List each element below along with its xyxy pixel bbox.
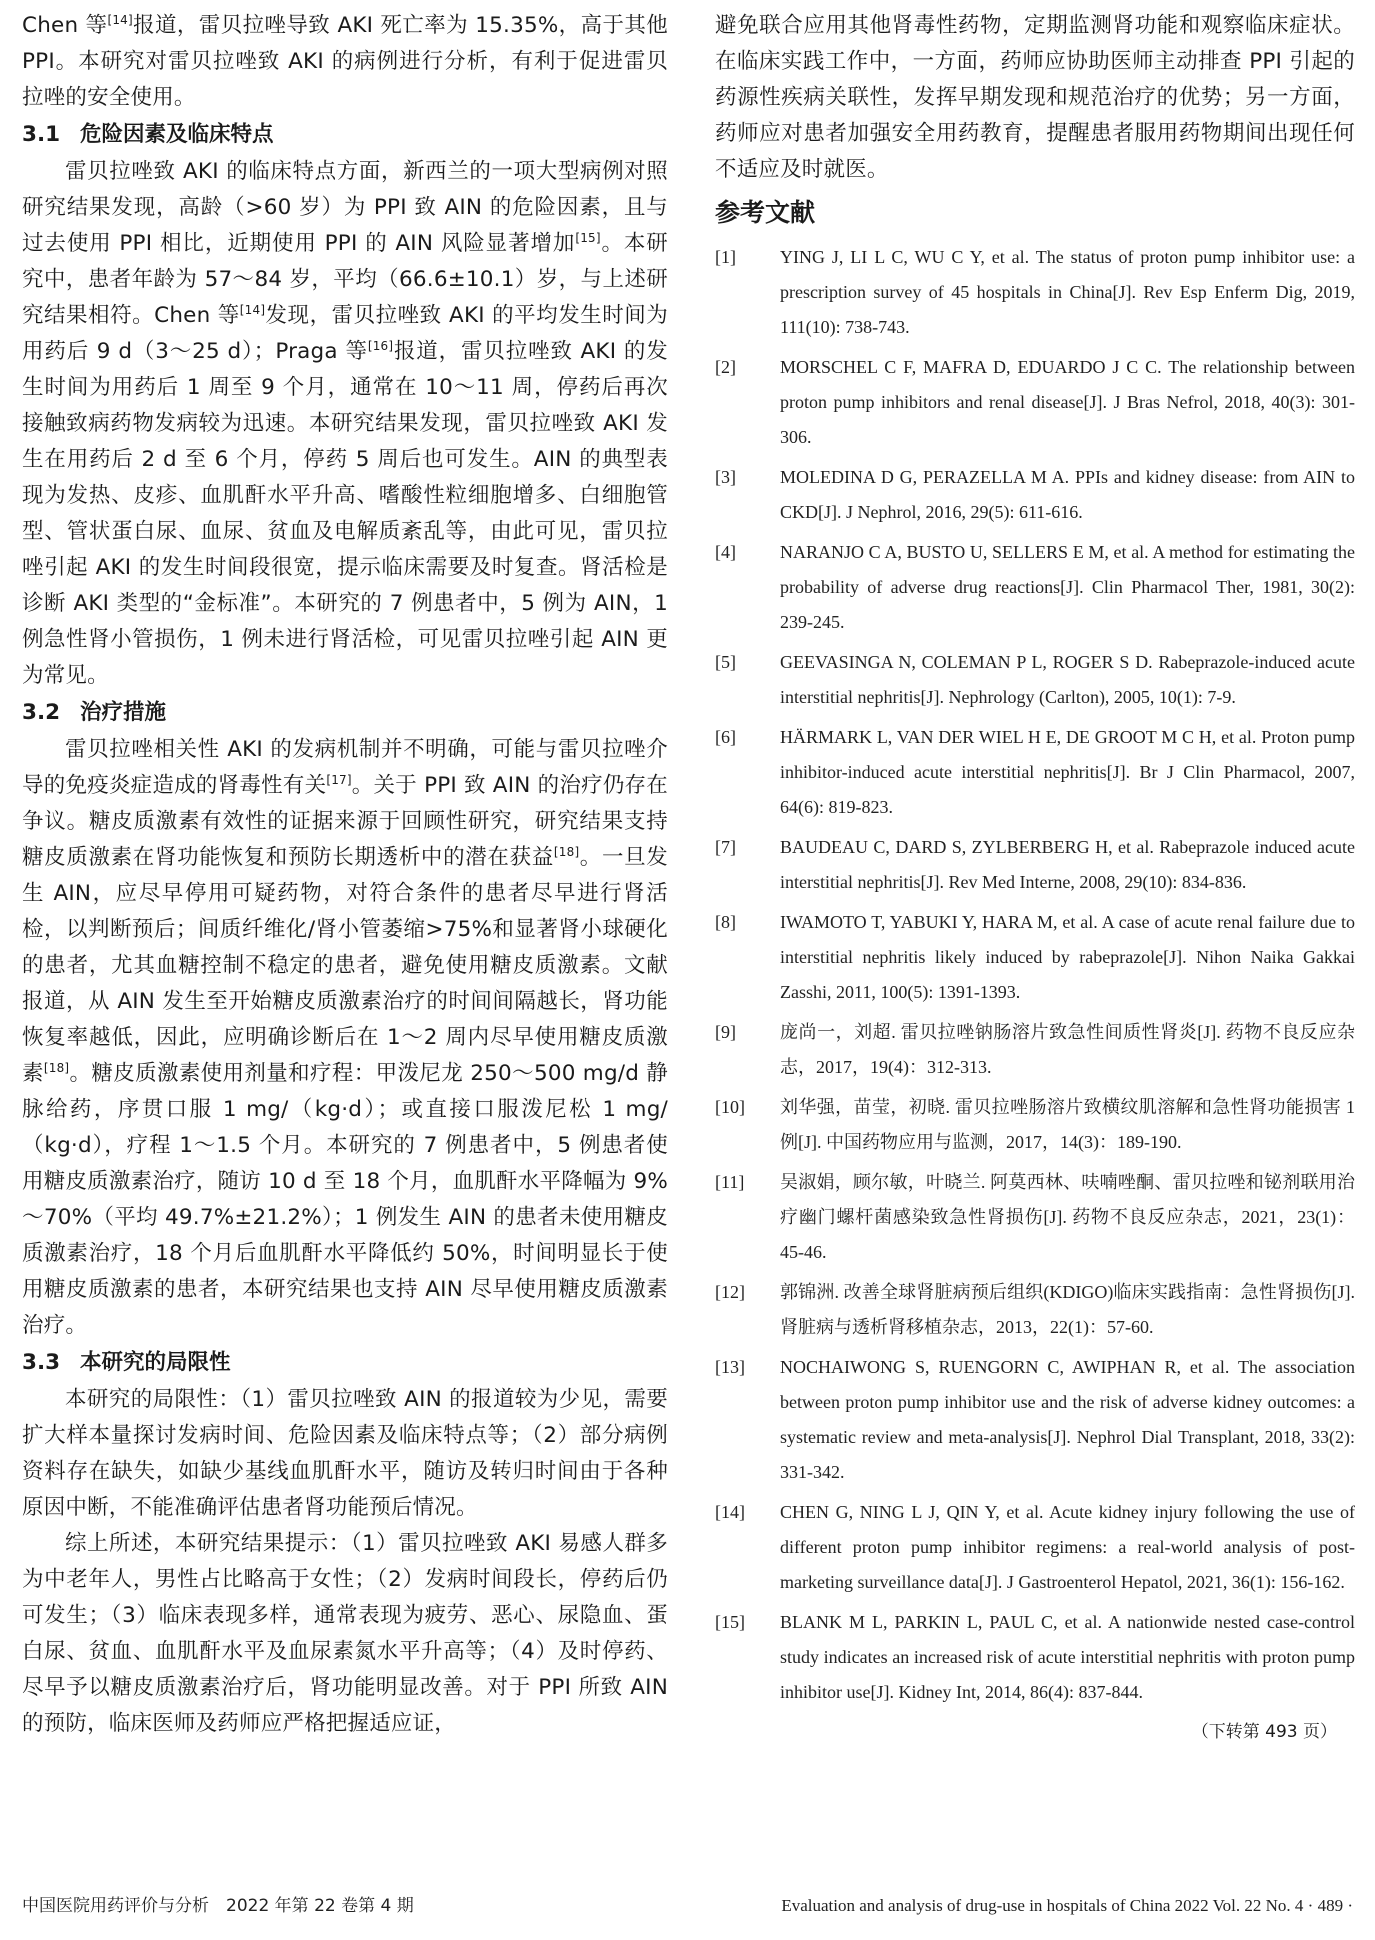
citation-marker: [14] [107,12,133,27]
reference-item [715,1605,1355,1710]
citation-marker: [14] [239,302,266,317]
reference-text: CHEN G, NING L J, QIN Y, et al. Acute kidney injury following the use of different proton pump inhibitor regimens: a real-world analysis of post-marketing surveillance data[J]. J Gastroenterol Hepatol, 2021, 36(1): 156-162. [780,1502,1355,1592]
reference-text: IWAMOTO T, YABUKI Y, HARA M, et al. A case of acute renal failure due to interstitial nephritis likely induced by rabeprazole[J]. Nihon Naika Gakkai Zasshi, 2011, 100(5): 1391-1393. [780,912,1355,1002]
reference-item [715,1015,1355,1085]
section-number: 3.2 [22,700,61,725]
reference-item [715,1495,1355,1600]
reference-text: MOLEDINA D G, PERAZELLA M A. PPIs and kidney disease: from AIN to CKD[J]. J Nephrol, 2016, 29(5): 611-616. [780,467,1355,522]
references-heading: 参考文献 [715,198,816,227]
section-title: 治疗措施 [80,700,167,725]
reference-text: BLANK M L, PARKIN L, PAUL C, et al. A nationwide nested case-control study indicates an increased risk of acute interstitial nephritis with proton pump inhibitor use[J]. Kidney Int, 2014, 86(4): 837-844. [780,1612,1355,1702]
reference-number: [5] [715,652,736,672]
reference-number: [2] [715,357,736,377]
journal-info-cn: 中国医院用药评价与分析 2022 年第 22 卷第 4 期 [22,1896,414,1916]
reference-text: 郭锦洲. 改善全球肾脏病预后组织(KDIGO)临床实践指南：急性肾损伤[J]. 肾脏病与透析肾移植杂志，2013，22(1)：57-60. [780,1282,1355,1337]
reference-text: GEEVASINGA N, COLEMAN P L, ROGER S D. Rabeprazole-induced acute interstitial nephritis[J]. Nephrology (Carlton), 2005, 10(1): 7-9. [780,652,1355,707]
section-number: 3.3 [22,1350,61,1375]
reference-text: YING J, LI L C, WU C Y, et al. The status of proton pump inhibitor use: a prescription survey of 45 hospitals in China[J]. Rev Esp Enferm Dig, 2019, 111(10): 738-743. [780,247,1355,337]
section-3-3-paragraph-2: 综上所述，本研究结果提示：（1）雷贝拉唑致 AKI 易感人群多为中老年人，男性占比略高于女性；（2）发病时间段长，停药后仍可发生；（3）临床表现多样，通常表现为疲劳、恶心、尿隐血、蛋白尿、贫血、血肌酐水平及血尿素氮水平升高等；（4）及时停药、尽早予以糖皮质激素治疗后，肾功能明显改善。对于 PPI 所致 AIN 的预防，临床医师及药师应严格把握适应证， [22,1531,668,1736]
reference-item [715,1090,1355,1160]
reference-number: [10] [715,1097,745,1117]
section-3-3-heading [22,1344,668,1382]
reference-item [715,460,1355,530]
citation-marker: [17] [326,772,352,787]
section-3-1-heading [22,116,668,154]
reference-number: [9] [715,1022,736,1042]
reference-text: 吴淑娟，顾尔敏，叶晓兰. 阿莫西林、呋喃唑酮、雷贝拉唑和铋剂联用治疗幽门螺杆菌感染致急性肾损伤[J]. 药物不良反应杂志，2021，23(1)：45-46. [780,1172,1355,1262]
reference-text: 刘华强，苗莹，初晓. 雷贝拉唑肠溶片致横纹肌溶解和急性肾功能损害 1 例[J]. 中国药物应用与监测，2017，14(3)：189-190. [780,1097,1355,1152]
right-column [715,8,1355,1749]
reference-item [715,720,1355,825]
reference-number: [4] [715,542,736,562]
reference-text: 庞尚一，刘超. 雷贝拉唑钠肠溶片致急性间质性肾炎[J]. 药物不良反应杂志，2017，19(4)：312-313. [780,1022,1355,1077]
citation-marker: [18] [43,1060,70,1075]
intro-paragraph: Chen 等[14]报道，雷贝拉唑导致 AKI 死亡率为 15.35%，高于其他 PPI。本研究对雷贝拉唑致 AKI 的病例进行分析，有利于促进雷贝拉唑的安全使用。 [22,12,668,110]
reference-item [715,240,1355,345]
citation-marker: [16] [367,338,394,353]
reference-text: NOCHAIWONG S, RUENGORN C, AWIPHAN R, et al. The association between proton pump inhibitor use and the risk of adverse kidney outcomes: a systematic review and meta-analysis[J]. Nephrol Dial Transplant, 2018, 33(2): 331-342. [780,1357,1355,1482]
citation-marker: [18] [553,844,580,859]
reference-item [715,1165,1355,1270]
reference-number: [3] [715,467,736,487]
reference-number: [15] [715,1612,745,1632]
section-3-3-paragraph-1: 本研究的局限性：（1）雷贝拉唑致 AIN 的报道较为少见，需要扩大样本量探讨发病时间、危险因素及临床特点等；（2）部分病例资料存在缺失，如缺少基线血肌酐水平，随访及转归时间由于各种原因中断，不能准确评估患者肾功能预后情况。 [22,1387,668,1520]
reference-item [715,645,1355,715]
reference-number: [12] [715,1282,745,1302]
continued-note: （下转第 493 页） [1191,1722,1337,1742]
reference-number: [7] [715,837,736,857]
reference-item [715,1350,1355,1490]
reference-text: HÄRMARK L, VAN DER WIEL H E, DE GROOT M C H, et al. Proton pump inhibitor-induced acute interstitial nephritis[J]. Br J Clin Pharmacol, 2007, 64(6): 819-823. [780,727,1355,817]
reference-item [715,1275,1355,1345]
citation-marker: [15] [575,230,601,245]
reference-number: [14] [715,1502,745,1522]
reference-text: MORSCHEL C F, MAFRA D, EDUARDO J C C. The relationship between proton pump inhibitors and renal disease[J]. J Bras Nefrol, 2018, 40(3): 301-306. [780,357,1355,447]
reference-item [715,350,1355,455]
section-title: 危险因素及临床特点 [80,122,274,147]
continued-paragraph: 避免联合应用其他肾毒性药物，定期监测肾功能和观察临床症状。在临床实践工作中，一方面，药师应协助医师主动排查 PPI 引起的药源性疾病关联性，发挥早期发现和规范治疗的优势；另一方面，药师应对患者加强安全用药教育，提醒患者服用药物期间出现任何不适应及时就医。 [715,13,1355,182]
section-number: 3.1 [22,122,61,147]
reference-number: [13] [715,1357,745,1377]
reference-number: [6] [715,727,736,747]
reference-number: [8] [715,912,736,932]
section-3-2-heading [22,694,668,732]
reference-item [715,535,1355,640]
section-3-2-paragraph: 雷贝拉唑相关性 AKI 的发病机制并不明确，可能与雷贝拉唑介导的免疫炎症造成的肾毒性有关[17]。关于 PPI 致 AIN 的治疗仍存在争议。糖皮质激素有效性的证据来源于回顾性研究，研究结果支持糖皮质激素在肾功能恢复和预防长期透析中的潜在获益[18]。一旦发生 AIN，应尽早停用可疑药物，对符合条件的患者尽早进行肾活检，以判断预后；间质纤维化/肾小管萎缩>75%和显著肾小球硬化的患者，尤其血糖控制不稳定的患者，避免使用糖皮质激素。文献报道，从 AIN 发生至开始糖皮质激素治疗的时间间隔越长，肾功能恢复率越低，因此，应明确诊断后在 1～2 周内尽早使用糖皮质激素[18]。糖皮质激素使用剂量和疗程：甲泼尼龙 250～500 mg/d 静脉给药，序贯口服 1 mg/（kg·d）；或直接口服泼尼松 1 mg/（kg·d），疗程 1～1.5 个月。本研究的 7 例患者中，5 例患者使用糖皮质激素治疗，随访 10 d 至 18 个月，血肌酐水平降幅为 9%～70%（平均 49.7%±21.2%）；1 例发生 AIN 的患者未使用糖皮质激素治疗，18 个月后血肌酐水平降低约 50%，时间明显长于使用糖皮质激素的患者，本研究结果也支持 AIN 尽早使用糖皮质激素治疗。 [22,737,668,1338]
section-title: 本研究的局限性 [80,1350,231,1375]
reference-list [715,240,1355,1710]
reference-item [715,905,1355,1010]
reference-text: NARANJO C A, BUSTO U, SELLERS E M, et al. A method for estimating the probability of adverse drug reactions[J]. Clin Pharmacol Ther, 1981, 30(2): 239-245. [780,542,1355,632]
left-column [22,8,668,1742]
journal-info-en: Evaluation and analysis of drug-use in hospitals of China 2022 Vol. 22 No. 4 · 489 · [781,1896,1353,1915]
reference-text: BAUDEAU C, DARD S, ZYLBERBERG H, et al. Rabeprazole induced acute interstitial nephritis[J]. Rev Med Interne, 2008, 29(10): 834-836. [780,837,1355,892]
reference-number: [1] [715,247,736,267]
section-3-1-paragraph: 雷贝拉唑致 AKI 的临床特点方面，新西兰的一项大型病例对照研究结果发现，高龄（>60 岁）为 PPI 致 AIN 的危险因素，且与过去使用 PPI 相比，近期使用 PPI 的 AIN 风险显著增加[15]。本研究中，患者年龄为 57～84 岁，平均（66.6±10.1）岁，与上述研究结果相符。Chen 等[14]发现，雷贝拉唑致 AKI 的平均发生时间为用药后 9 d（3～25 d）；Praga 等[16]报道，雷贝拉唑致 AKI 的发生时间为用药后 1 周至 9 个月，通常在 10～11 周，停药后再次接触致病药物发病较为迅速。本研究结果发现，雷贝拉唑致 AKI 发生在用药后 2 d 至 6 个月，停药 5 周后也可发生。AIN 的典型表现为发热、皮疹、血肌酐水平升高、嗜酸性粒细胞增多、白细胞管型、管状蛋白尿、血尿、贫血及电解质紊乱等，由此可见，雷贝拉唑引起 AKI 的发生时间段很宽，提示临床需要及时复查。肾活检是诊断 AKI 类型的“金标准”。本研究的 7 例患者中，5 例为 AIN，1 例急性肾小管损伤，1 例未进行肾活检，可见雷贝拉唑引起 AIN 更为常见。 [22,159,668,688]
reference-item [715,830,1355,900]
reference-number: [11] [715,1172,745,1192]
